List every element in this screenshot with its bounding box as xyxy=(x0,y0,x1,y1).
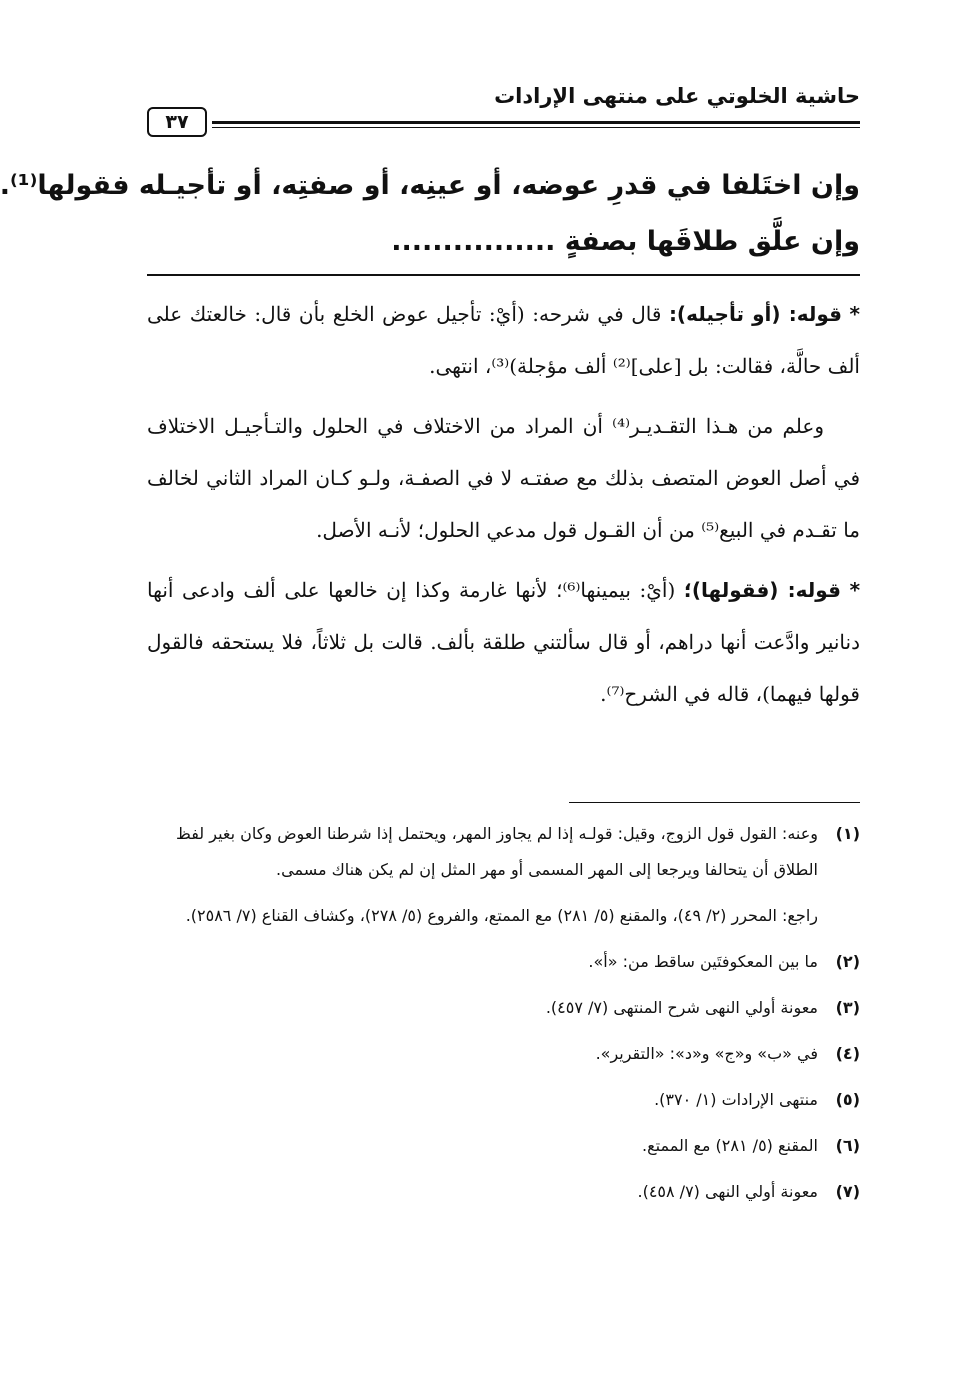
footnotes-section xyxy=(147,816,860,1220)
footnote-number xyxy=(818,898,860,934)
footnote-number: (٢) xyxy=(835,952,860,971)
footnote-text: معونة أولي النهى شرح المنتهى (٧/ ٤٥٧). xyxy=(545,998,818,1017)
footnote-text: ما بين المعكوفتَين ساقط من: «أ». xyxy=(588,952,818,971)
commentary-text: قال في شرحه: (أيْ: تأجيل عوض الخلع بأن قال: خالعتك على ألف حالَّة، فقالت: بل [على]⁽²⁾ ألف مؤجلة)⁽³⁾، انتهى. xyxy=(147,302,860,378)
commentary-body xyxy=(147,288,860,728)
footnote-item xyxy=(147,1036,860,1072)
footnote-item xyxy=(147,816,860,888)
commentary-text: (أيْ: بيمينها⁽⁶⁾؛ لأنها غارمة وكذا إن خالعها على ألف وادعى أنها دنانير وادَّعت أنها دراهم، أو قال سألتني طلقة بألف. قالت بل ثلاثاً، فلا يستحقه فالقول قولها فيهما)، قاله في الشرح⁽⁷⁾. xyxy=(147,578,860,706)
footnote-number: (٧) xyxy=(835,1182,860,1201)
header-rule-thick xyxy=(212,121,860,124)
footnote-number: (١) xyxy=(835,824,860,843)
lemma-heading: قوله: (فقولها)؛ xyxy=(683,578,841,602)
footnote-text: في «ب» و«ج» و«د»: «التقرير». xyxy=(595,1044,818,1063)
matn-text xyxy=(0,158,860,270)
footnote-item xyxy=(147,1128,860,1164)
footnote-item xyxy=(147,898,860,934)
footnote-number: (٦) xyxy=(835,1136,860,1155)
footnote-separator-rule xyxy=(569,802,860,803)
footnote-item xyxy=(147,944,860,980)
footnote-number: (٣) xyxy=(835,998,860,1017)
star-marker: * xyxy=(849,302,861,326)
matn-line-2 xyxy=(147,214,860,270)
commentary-paragraph-3 xyxy=(147,564,860,720)
footnote-text: راجع: المحرر (٢/ ٤٩)، والمقنع (٥/ ٢٨١) مع الممتع، والفروع (٥/ ٢٧٨)، وكشاف القناع (٧/ ٢٥٨٦). xyxy=(185,906,818,925)
header-rule-thin xyxy=(212,127,860,128)
page-number-box: ٣٧ xyxy=(147,107,207,137)
footnote-number: (٤) xyxy=(835,1044,860,1063)
matn-line-1: وإن اختَلفا في قدرِ عوضه، أو عينِه، أو صفتِه، أو تأجيـله فقولها⁽¹⁾. xyxy=(0,170,860,201)
footnote-item xyxy=(147,1174,860,1210)
footnote-text: منتهى الإرادات (١/ ٣٧٠). xyxy=(654,1090,818,1109)
running-header-title: حاشية الخلوتي على منتهى الإرادات xyxy=(494,84,860,108)
footnote-item xyxy=(147,990,860,1026)
footnote-text: معونة أولي النهى (٧/ ٤٥٨). xyxy=(637,1182,818,1201)
footnote-text: المقنع (٥/ ٢٨١) مع الممتع. xyxy=(642,1136,818,1155)
matn-separator-rule xyxy=(147,274,860,276)
matn-line-2-text: وإن علَّق طلاقَها بصفةٍ xyxy=(564,226,860,257)
star-marker: * xyxy=(849,578,861,602)
commentary-paragraph-1 xyxy=(147,288,860,392)
commentary-paragraph-2: وعلم من هـذا التقـديـر⁽⁴⁾ أن المراد من الاختلاف في الحلول والتـأجيـل الاختلاف في أصل العوض المتصف بذلك مع صفتـه لا في الصفـة، ولـو كـان المراد الثاني لخالف ما تقـدم في البيع⁽⁵⁾ من أن القـول قول مدعي الحلول؛ لأنـه الأصل. xyxy=(147,414,860,542)
footnote-number: (٥) xyxy=(835,1090,860,1109)
matn-dots: ................ xyxy=(391,226,556,257)
footnote-item xyxy=(147,1082,860,1118)
lemma-heading: قوله: (أو تأجيله): xyxy=(668,302,842,326)
footnote-text: وعنه: القول قول الزوج، وقيل: قولـه إذا لم يجاوز المهر، ويحتمل إذا شرطنا العوض وكان بغير لفظ الطلاق أن يتحالفا ويرجعا إلى المهر المسمى أو مهر المثل إن لم يكن هناك مسمى. xyxy=(176,824,818,879)
